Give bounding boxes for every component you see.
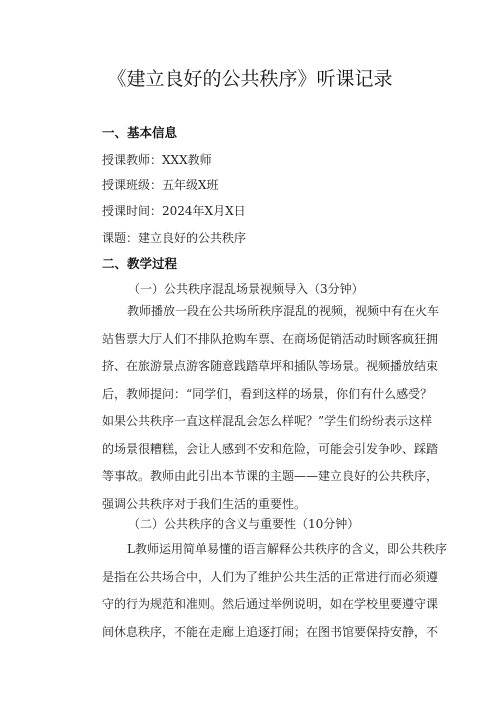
paragraph-line: 后，教师提问：“同学们，看到这样的场景，你们有什么感受？ <box>102 386 433 401</box>
section-heading-basic-info: 一、基本信息 <box>102 125 178 140</box>
paragraph-video-intro <box>102 298 440 518</box>
paragraph-line: 是指在公共场合中，人们为了维护公共生活的正常进行而必须遵 <box>102 569 439 584</box>
subsection-heading-meaning: （二）公共秩序的含义与重要性（10分钟） <box>128 517 360 531</box>
info-time: 授课时间：2024年X月X日 <box>102 204 246 218</box>
paragraph-line: 守的行为规范和准则。然后通过举例说明，如在学校里要遵守课 <box>102 597 439 611</box>
info-teacher: 授课教师：XXX教师 <box>102 153 212 167</box>
paragraph-meaning <box>102 536 447 646</box>
paragraph-line: 等事故。教师由此引出本节课的主题——建立良好的公共秩序， <box>102 469 439 483</box>
paragraph-line: 如果公共秩序一直这样混乱会怎么样呢？”学生们纷纷表示这样 <box>102 414 433 428</box>
paragraph-line: 间休息秩序，不能在走廊上追逐打闹；在图书馆要保持安静，不 <box>102 624 439 639</box>
paragraph-line: 强调公共秩序对于我们生活的重要性。 <box>102 496 307 511</box>
info-class: 授课班级：五年级X班 <box>102 178 219 192</box>
paragraph-line: 挤、在旅游景点游客随意践踏草坪和插队等场景。视频播放结束 <box>102 359 439 373</box>
subsection-heading-video-intro: （一）公共秩序混乱场景视频导入（3分钟） <box>128 282 364 296</box>
paragraph-line: 的场景很糟糕，会让人感到不安和危险，可能会引发争吵、踩踏 <box>102 441 439 456</box>
paragraph-line: 教师播放一段在公共场所秩序混乱的视频，视频中有在火车 <box>127 304 440 318</box>
section-heading-teaching-process: 二、教学过程 <box>102 256 178 271</box>
info-topic: 课题：建立良好的公共秩序 <box>102 231 247 245</box>
paragraph-line: 站售票大厅人们不排队抢购车票、在商场促销活动时顾客疯狂拥 <box>102 331 439 346</box>
document-title: 《建立良好的公共秩序》听课记录 <box>107 68 393 90</box>
paragraph-line: L教师运用简单易懂的语言解释公共秩序的含义，即公共秩序 <box>127 542 447 556</box>
